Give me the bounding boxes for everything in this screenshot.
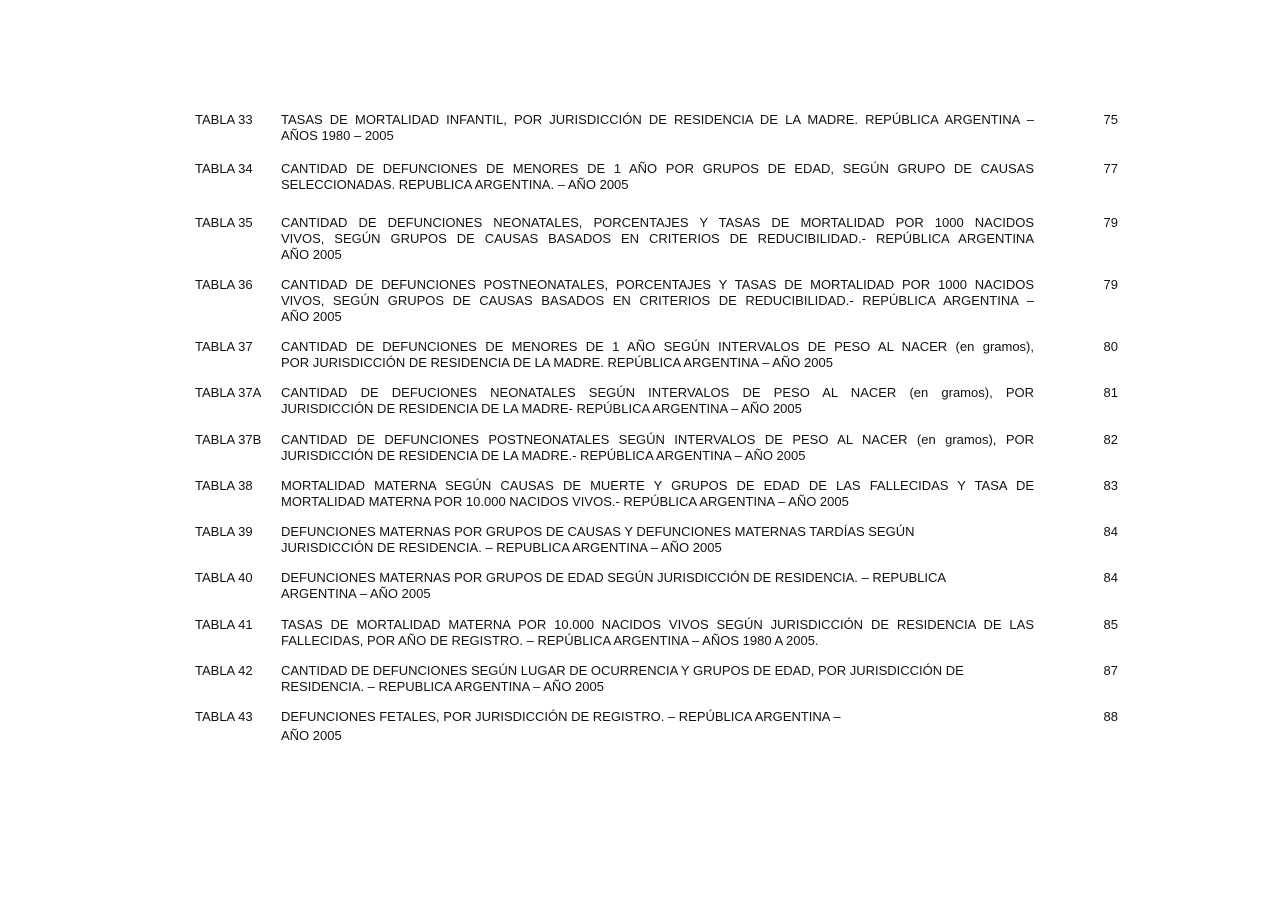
- toc-entry-title: [281, 617, 1034, 649]
- toc-entry-page: 84: [1103, 524, 1118, 539]
- toc-title-line: CANTIDAD DE DEFUCIONES NEONATALES SEGÚN INTERVALOS DE PESO AL NACER (en gramos), POR: [281, 385, 1034, 400]
- toc-title-line: AÑO 2005: [281, 247, 342, 262]
- toc-entry-title: [281, 161, 1034, 193]
- toc-entry-title: [281, 478, 1034, 510]
- toc-title-line: TASAS DE MORTALIDAD INFANTIL, POR JURISDICCIÓN DE RESIDENCIA DE LA MADRE. REPÚBLICA ARGENTINA –: [281, 112, 1034, 127]
- toc-title-line: CANTIDAD DE DEFUNCIONES DE MENORES DE 1 AÑO POR GRUPOS DE EDAD, SEGÚN GRUPO DE CAUSAS: [281, 161, 1034, 176]
- toc-entry-title: [281, 277, 1034, 325]
- toc-title-line: CANTIDAD DE DEFUNCIONES POSTNEONATALES SEGÚN INTERVALOS DE PESO AL NACER (en gramos), POR: [281, 432, 1034, 447]
- toc-entry-page: 79: [1103, 215, 1118, 230]
- toc-entry-title: [281, 112, 1034, 144]
- toc-entry-label: TABLA 35: [195, 215, 253, 230]
- toc-entry-page: 80: [1103, 339, 1118, 354]
- toc-title-line: AÑO 2005: [281, 309, 342, 324]
- toc-title-line: SELECCIONADAS. REPUBLICA ARGENTINA. – AÑO 2005: [281, 177, 629, 192]
- toc-entry-label: TABLA 37B: [195, 432, 262, 447]
- toc-entry-page: 88: [1103, 709, 1118, 724]
- toc-entry-label: TABLA 43: [195, 709, 253, 724]
- toc-entry-title: [281, 524, 1034, 556]
- toc-title-line: JURISDICCIÓN DE RESIDENCIA. – REPUBLICA ARGENTINA – AÑO 2005: [281, 540, 722, 555]
- toc-entry-title: [281, 215, 1034, 263]
- toc-title-line: VIVOS, SEGÚN GRUPOS DE CAUSAS BASADOS EN CRITERIOS DE REDUCIBILIDAD.- REPÚBLICA ARGENTINA –: [281, 293, 1034, 308]
- toc-entry-label: TABLA 33: [195, 112, 253, 127]
- toc-title-line: JURISDICCIÓN DE RESIDENCIA DE LA MADRE.- REPÚBLICA ARGENTINA – AÑO 2005: [281, 448, 806, 463]
- toc-title-line: JURISDICCIÓN DE RESIDENCIA DE LA MADRE- REPÚBLICA ARGENTINA – AÑO 2005: [281, 401, 802, 416]
- toc-entry-title: [281, 339, 1034, 371]
- toc-entry-label: TABLA 37: [195, 339, 253, 354]
- toc-title-line: AÑO 2005: [281, 728, 342, 743]
- toc-entry-page: 85: [1103, 617, 1118, 632]
- toc-entry-label: TABLA 36: [195, 277, 253, 292]
- toc-entry-title: [281, 570, 1034, 602]
- toc-entry-label: TABLA 41: [195, 617, 253, 632]
- toc-title-line: POR JURISDICCIÓN DE RESIDENCIA DE LA MADRE. REPÚBLICA ARGENTINA – AÑO 2005: [281, 355, 833, 370]
- toc-entry-label: TABLA 39: [195, 524, 253, 539]
- toc-entry-label: TABLA 40: [195, 570, 253, 585]
- toc-title-line: MORTALIDAD MATERNA SEGÚN CAUSAS DE MUERTE Y GRUPOS DE EDAD DE LAS FALLECIDAS Y TASA DE: [281, 478, 1034, 493]
- toc-title-line: CANTIDAD DE DEFUNCIONES NEONATALES, PORCENTAJES Y TASAS DE MORTALIDAD POR 1000 NACIDOS: [281, 215, 1034, 230]
- toc-title-line: DEFUNCIONES MATERNAS POR GRUPOS DE EDAD SEGÚN JURISDICCIÓN DE RESIDENCIA. – REPUBLICA: [281, 570, 947, 585]
- toc-title-line: AÑOS 1980 – 2005: [281, 128, 394, 143]
- toc-entry-label: TABLA 34: [195, 161, 253, 176]
- toc-entry-page: 81: [1103, 385, 1118, 400]
- toc-entry-page: 87: [1103, 663, 1118, 678]
- toc-entry-label: TABLA 42: [195, 663, 253, 678]
- toc-entry-page: 75: [1103, 112, 1118, 127]
- toc-title-line: CANTIDAD DE DEFUNCIONES DE MENORES DE 1 AÑO SEGÚN INTERVALOS DE PESO AL NACER (en gramos),: [281, 339, 1034, 354]
- toc-entry-page: 82: [1103, 432, 1118, 447]
- toc-title-line: MORTALIDAD MATERNA POR 10.000 NACIDOS VIVOS.- REPÚBLICA ARGENTINA – AÑO 2005: [281, 494, 849, 509]
- toc-entry-page: 84: [1103, 570, 1118, 585]
- toc-entry-page: 83: [1103, 478, 1118, 493]
- toc-title-line: DEFUNCIONES FETALES, POR JURISDICCIÓN DE REGISTRO. – REPÚBLICA ARGENTINA –: [281, 709, 841, 724]
- toc-entry-label: TABLA 38: [195, 478, 253, 493]
- toc-title-line: VIVOS, SEGÚN GRUPOS DE CAUSAS BASADOS EN CRITERIOS DE REDUCIBILIDAD.- REPÚBLICA ARGENTINA: [281, 231, 1034, 246]
- toc-entry-title: [281, 385, 1034, 417]
- toc-title-line: CANTIDAD DE DEFUNCIONES SEGÚN LUGAR DE OCURRENCIA Y GRUPOS DE EDAD, POR JURISDICCIÓN DE: [281, 663, 964, 678]
- toc-title-line: RESIDENCIA. – REPUBLICA ARGENTINA – AÑO 2005: [281, 679, 604, 694]
- toc-entry-label: TABLA 37A: [195, 385, 262, 400]
- toc-title-line: TASAS DE MORTALIDAD MATERNA POR 10.000 NACIDOS VIVOS SEGÚN JURISDICCIÓN DE RESIDENCIA DE LAS: [281, 617, 1034, 632]
- toc-entry-title: [281, 709, 1034, 744]
- toc-title-line: CANTIDAD DE DEFUNCIONES POSTNEONATALES, PORCENTAJES Y TASAS DE MORTALIDAD POR 1000 NACIDOS: [281, 277, 1034, 292]
- toc-title-line: FALLECIDAS, POR AÑO DE REGISTRO. – REPÚBLICA ARGENTINA – AÑOS 1980 A 2005.: [281, 633, 819, 648]
- toc-entry-title: [281, 432, 1034, 464]
- toc-entry-page: 79: [1103, 277, 1118, 292]
- toc-title-line: DEFUNCIONES MATERNAS POR GRUPOS DE CAUSAS Y DEFUNCIONES MATERNAS TARDÍAS SEGÚN: [281, 524, 915, 539]
- toc-entry-title: [281, 663, 1034, 695]
- toc-entry-page: 77: [1103, 161, 1118, 176]
- toc-title-line: ARGENTINA – AÑO 2005: [281, 586, 431, 601]
